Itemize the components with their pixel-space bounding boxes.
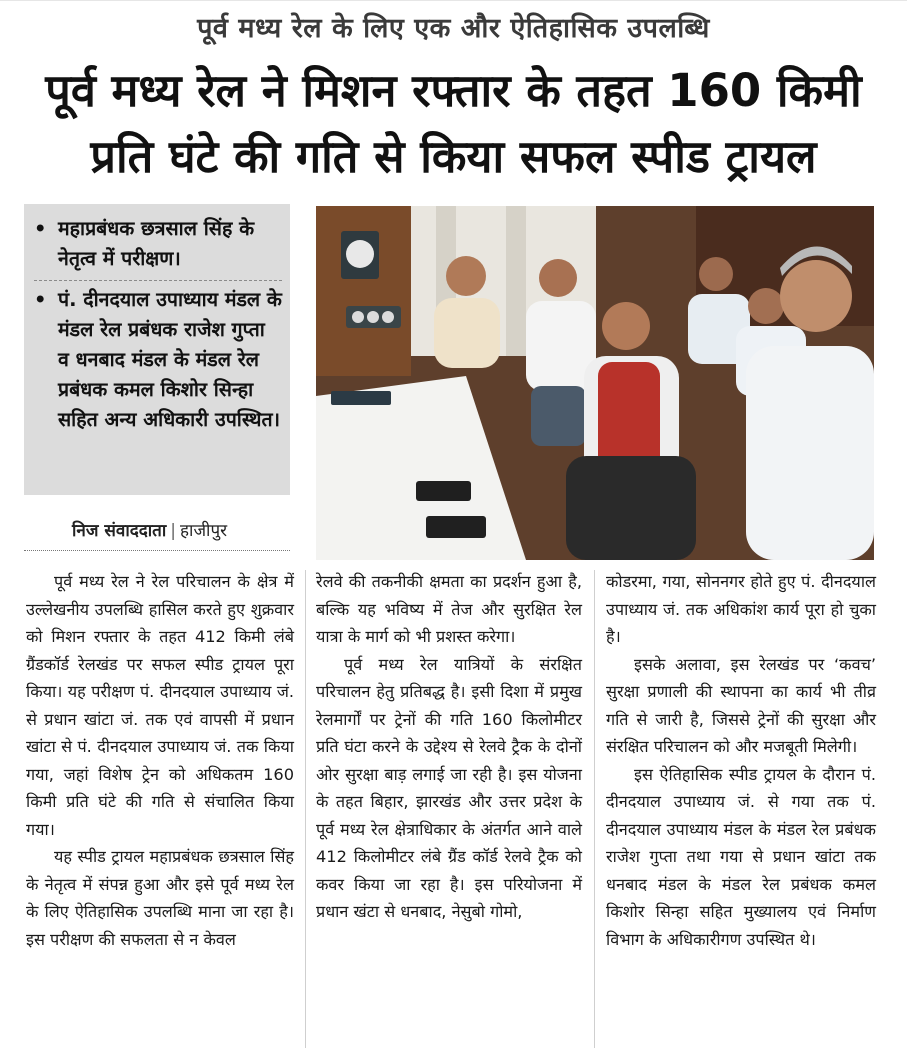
article-column-3 xyxy=(606,568,876,953)
column-divider xyxy=(305,570,306,1048)
headline-line-2: प्रति घंटे की गति से किया सफल स्पीड ट्रायल xyxy=(90,130,817,183)
article-paragraph: इस ऐतिहासिक स्पीड ट्रायल के दौरान पं. दीनदयाल उपाध्याय जं. से गया तक पं. दीनदयाल उपाध्याय मंडल के मंडल रेल प्रबंधक राजेश गुप्ता तथा गया से प्रधान खांटा तक धनबाद मंडल के मंडल रेल प्रबंधक कमल किशोर सिन्हा सहित मुख्यालय एवं निर्माण विभाग के अधिकारीगण उपस्थित थे। xyxy=(606,764,876,949)
highlight-item xyxy=(34,280,282,441)
article-column-2 xyxy=(316,568,582,926)
article-paragraph: इसके अलावा, इस रेलखंड पर ‘कवच’ सुरक्षा प्रणाली की स्थापना का कार्य भी तीव्र गति से जारी है, जिससे ट्रेनों की सुरक्षा और संरक्षित परिचालन को और मजबूती मिलेगी। xyxy=(606,654,876,756)
highlight-text: पं. दीनदयाल उपाध्याय मंडल के मंडल रेल प्रबंधक राजेश गुप्ता व धनबाद मंडल के मंडल रेल प्रबंधक कमल किशोर सिन्हा सहित अन्य अधिकारी उपस्थित। xyxy=(58,288,282,431)
bullet-icon: • xyxy=(34,217,47,240)
byline xyxy=(72,518,227,541)
highlights-box xyxy=(24,204,290,495)
column-divider xyxy=(594,570,595,1048)
bullet-icon: • xyxy=(34,288,47,311)
headline xyxy=(10,58,897,190)
highlight-item xyxy=(34,210,282,280)
article-column-1 xyxy=(26,568,294,953)
news-photo xyxy=(316,206,874,560)
article-paragraph: कोडरमा, गया, सोननगर होते हुए पं. दीनदयाल उपाध्याय जं. तक अधिकांश कार्य पूरा हो चुका है। xyxy=(606,572,876,646)
byline-place: हाजीपुर xyxy=(180,521,228,541)
article-paragraph: पूर्व मध्य रेल ने रेल परिचालन के क्षेत्र में उल्लेखनीय उपलब्धि हासिल करते हुए शुक्रवार को मिशन रफ्तार के तहत 412 किमी लंबे ग्रैंडकॉर्ड रेलखंड पर सफल स्पीड ट्रायल पूरा किया। यह परीक्षण पं. दीनदयाल उपाध्याय जं. से प्रधान खांटा जं. तक एवं वापसी में प्रधान खांटा से पं. दीनदयाल उपाध्याय जं. तक किया गया, जहां विशेष ट्रेन को अधिकतम 160 किमी प्रति घंटे की गति से संचालित किया गया। xyxy=(26,572,294,839)
kicker-line: पूर्व मध्य रेल के लिए एक और ऐतिहासिक उपलब्धि xyxy=(197,13,710,44)
byline-name: निज संवाददाता xyxy=(72,521,167,541)
headline-line-1: पूर्व मध्य रेल ने मिशन रफ्तार के तहत 160 किमी xyxy=(45,64,862,117)
article-paragraph: रेलवे की तकनीकी क्षमता का प्रदर्शन हुआ है, बल्कि यह भविष्य में तेज और सुरक्षित रेल यात्रा के मार्ग को भी प्रशस्त करेगा। xyxy=(316,572,582,646)
highlight-text: महाप्रबंधक छत्रसाल सिंह के नेतृत्व में परीक्षण। xyxy=(58,217,255,270)
article-paragraph: पूर्व मध्य रेल यात्रियों के संरक्षित परिचालन हेतु प्रतिबद्ध है। इसी दिशा में प्रमुख रेलमार्गों पर ट्रेनों की गति 160 किलोमीटर प्रति घंटा करने के उद्देश्य से रेलवे ट्रैक के दोनों ओर सुरक्षा बाड़ लगाई जा रही है। इस योजना के तहत बिहार, झारखंड और उत्तर प्रदेश के पूर्व मध्य रेल क्षेत्राधिकार के अंतर्गत आने वाले 412 किलोमीटर लंबे ग्रैंड कॉर्ड रेलवे ट्रैक को कवर किया जा रहा है। इस परियोजना में प्रधान खंटा से धनबाद, नेसुबो गोमो, xyxy=(316,654,582,921)
top-rule xyxy=(0,0,907,1)
byline-separator: | xyxy=(170,521,177,541)
article-paragraph: यह स्पीड ट्रायल महाप्रबंधक छत्रसाल सिंह के नेतृत्व में संपन्न हुआ और इसे पूर्व मध्य रेल के लिए ऐतिहासिक उपलब्धि माना जा रहा है। इस परीक्षण की सफलता से न केवल xyxy=(26,847,294,949)
byline-divider xyxy=(24,550,290,551)
